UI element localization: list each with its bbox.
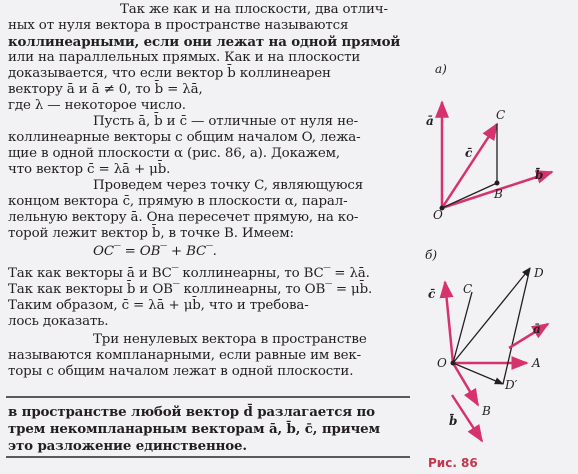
theorem-line: в пространстве любой вектор d̄ разлагается по bbox=[8, 404, 375, 420]
label-c: c̄ bbox=[465, 146, 473, 160]
label-B: B bbox=[494, 187, 503, 201]
equation: OC‾ = OB‾ + BC‾. bbox=[93, 244, 217, 259]
text-line: Так же как и на плоскости, два отлич- bbox=[120, 2, 388, 17]
text-line: торой лежит вектор b̄, в точке B. Имеем: bbox=[8, 226, 294, 241]
text-line: торы с общим началом лежат в одной плоскости. bbox=[8, 364, 354, 379]
point-B-dot bbox=[495, 181, 500, 186]
segment-OC bbox=[453, 292, 472, 363]
text-line: Так как векторы b̄ и OB‾ коллинеарны, то OB‾ = μb̄. bbox=[8, 282, 373, 297]
figure-a-label: a) bbox=[435, 62, 447, 76]
text-line: Так как векторы ā и BC‾ коллинеарны, то BC‾ = λā. bbox=[8, 266, 370, 281]
label-O-b: O bbox=[437, 356, 447, 370]
label-D: D bbox=[534, 266, 544, 280]
theorem-line: это разложение единственное. bbox=[8, 438, 247, 454]
label-B-b: B bbox=[482, 404, 491, 418]
theorem-line: трем некомпланарным векторам ā, b̄, c̄, причем bbox=[8, 421, 380, 437]
figure-b bbox=[445, 268, 548, 441]
vector-OB bbox=[453, 363, 478, 405]
text-line-bold: коллинеарными, если они лежат на одной прямой bbox=[8, 34, 401, 50]
label-C: C bbox=[496, 108, 506, 122]
label-A: A bbox=[532, 356, 541, 370]
text-line: ных от нуля вектора в пространстве называются bbox=[8, 18, 349, 33]
text-line: Три ненулевых вектора в пространстве bbox=[93, 332, 367, 347]
text-line: Пусть ā, b̄ и c̄ — отличные от нуля не- bbox=[93, 114, 359, 129]
text-line: Таким образом, c̄ = λā + μb̄, что и требова- bbox=[8, 298, 309, 313]
label-O: O bbox=[433, 208, 443, 222]
point-O-b-dot bbox=[451, 361, 456, 366]
text-line: концом вектора c̄, прямую в плоскости α, парал- bbox=[8, 194, 348, 209]
text-line: лельную вектору ā. Она пересечет прямую, на ко- bbox=[8, 210, 359, 225]
label-Dp: D′ bbox=[505, 378, 518, 392]
label-a-b: ā bbox=[533, 322, 541, 336]
text-line: доказывается, что если вектор b̄ коллинеарен bbox=[8, 66, 331, 81]
label-C-b: C bbox=[463, 282, 473, 296]
text-line: где λ — некоторое число. bbox=[8, 98, 186, 113]
label-c-b: c̄ bbox=[428, 287, 436, 301]
label-a: ā bbox=[426, 114, 434, 128]
label-b-b: b̄ bbox=[449, 414, 458, 428]
label-b: b̄ bbox=[535, 168, 544, 182]
text-line: вектору ā и ā ≠ 0, то b̄ = λā, bbox=[8, 82, 203, 97]
text-line: называются компланарными, если равные им век- bbox=[8, 348, 362, 363]
text-line: что вектор c̄ = λā + μb̄. bbox=[8, 162, 171, 177]
text-line: Проведем через точку C, являющуюся bbox=[93, 178, 363, 193]
text-line: лось доказать. bbox=[8, 314, 109, 329]
text-line: или на параллельных прямых. Как и на плоскости bbox=[8, 50, 361, 65]
vector-c-b-line bbox=[445, 282, 453, 363]
text-line: щие в одной плоскости α (рис. 86, a). Докажем, bbox=[8, 146, 340, 161]
text-line: коллинеарные векторы с общим началом O, лежа- bbox=[8, 130, 361, 145]
figure-caption: Рис. 86 bbox=[428, 456, 478, 470]
figure-b-label: б) bbox=[425, 248, 438, 262]
vector-a-free bbox=[509, 324, 548, 348]
